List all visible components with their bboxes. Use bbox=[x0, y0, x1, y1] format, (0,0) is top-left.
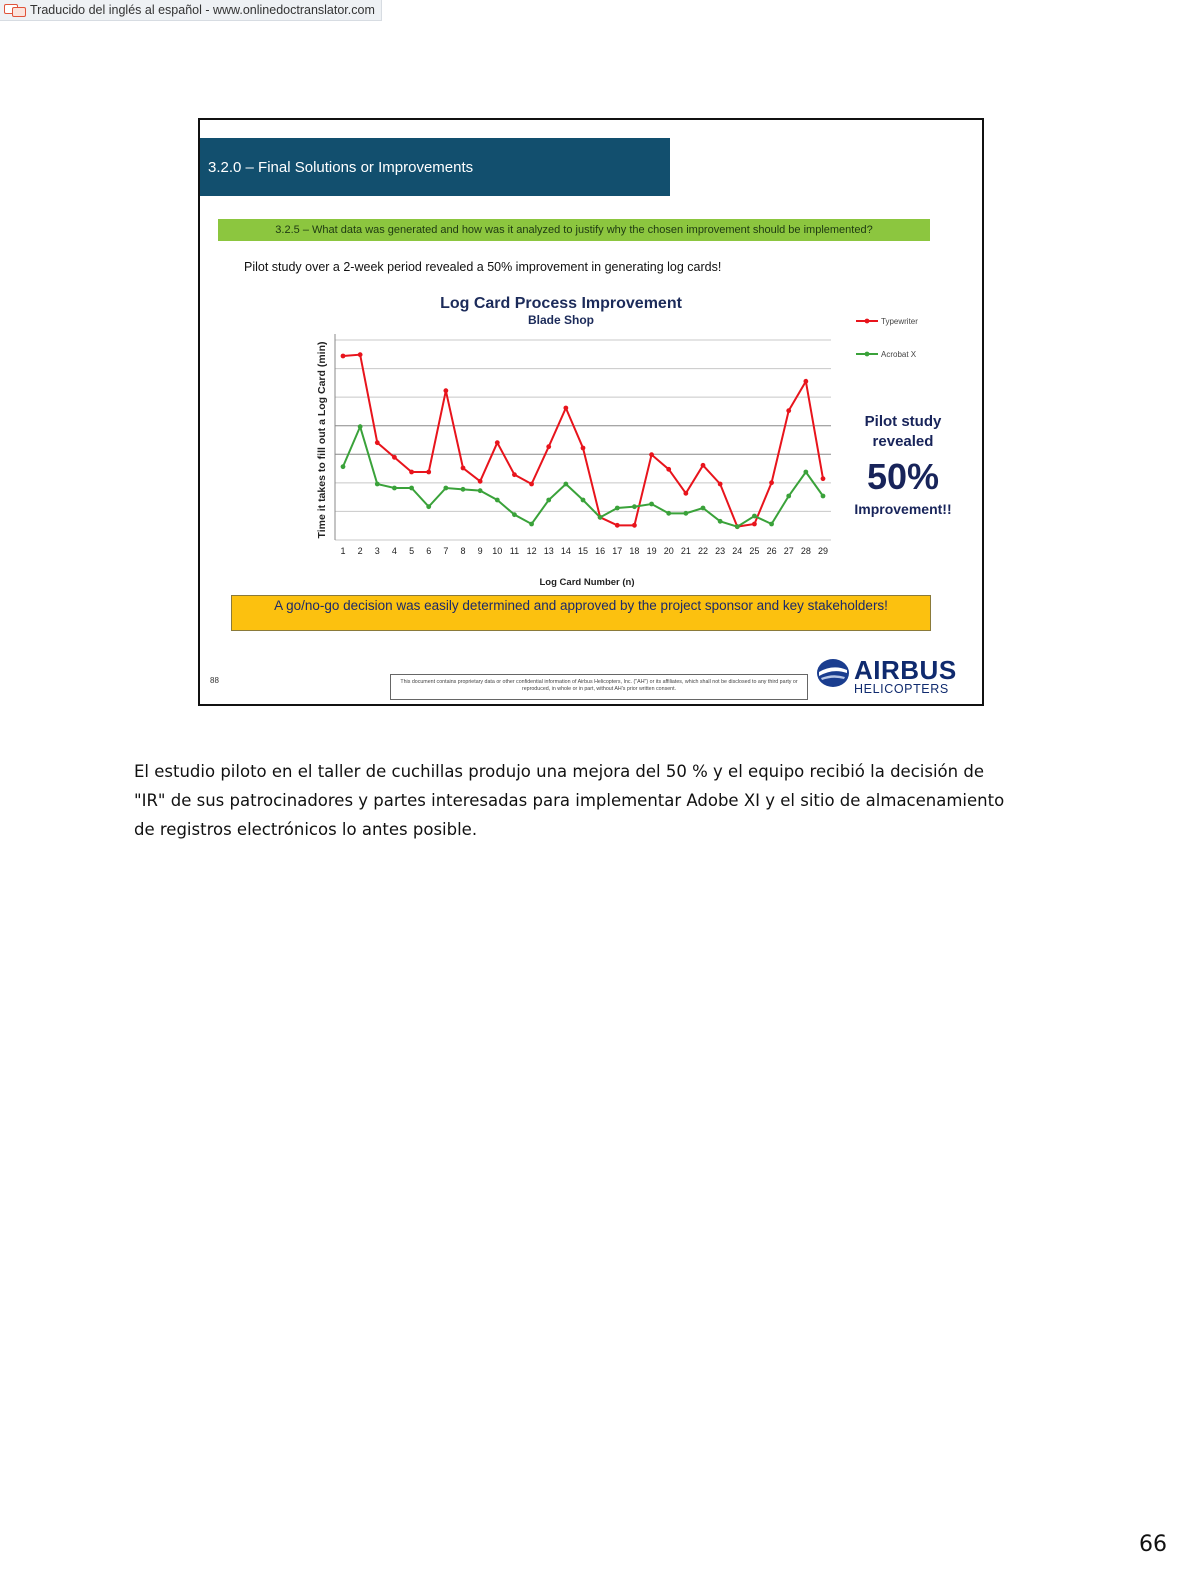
body-line-2: "IR" de sus patrocinadores y partes interesadas para implementar Adobe XI y el sitio de almacenamiento bbox=[134, 791, 1005, 810]
gridlines bbox=[335, 334, 831, 540]
x-tick-label: 26 bbox=[766, 546, 777, 556]
data-point bbox=[529, 522, 534, 527]
data-point bbox=[546, 444, 551, 449]
data-point bbox=[546, 498, 551, 503]
log-card-chart bbox=[200, 120, 982, 590]
data-point bbox=[341, 464, 346, 469]
data-point bbox=[375, 482, 380, 487]
translate-icon bbox=[4, 4, 26, 17]
x-tick-label: 1 bbox=[340, 546, 346, 556]
body-paragraph bbox=[134, 757, 1034, 844]
data-point bbox=[392, 486, 397, 491]
data-point bbox=[649, 452, 654, 457]
series-points bbox=[341, 352, 826, 529]
x-tick-label: 18 bbox=[629, 546, 640, 556]
data-point bbox=[529, 482, 534, 487]
data-point bbox=[392, 455, 397, 460]
x-tick-label: 9 bbox=[477, 546, 483, 556]
slide-number: 88 bbox=[210, 676, 219, 685]
legend-label: Typewriter bbox=[881, 317, 918, 326]
x-tick-label: 19 bbox=[646, 546, 657, 556]
legend-label: Acrobat X bbox=[881, 350, 917, 359]
data-point bbox=[735, 524, 740, 529]
x-tick-label: 22 bbox=[697, 546, 709, 556]
airbus-helicopters-logo bbox=[816, 656, 961, 696]
callout-line1: Pilot study bbox=[864, 413, 942, 430]
legend-marker bbox=[865, 352, 870, 357]
y-axis-label: Time it takes to fill out a Log Card (min) bbox=[316, 341, 328, 539]
data-point bbox=[563, 406, 568, 411]
legend-marker bbox=[865, 319, 870, 324]
x-tick-label: 17 bbox=[612, 546, 623, 556]
legend bbox=[856, 317, 918, 359]
data-point bbox=[512, 472, 517, 477]
chart-title: Log Card Process Improvement bbox=[440, 295, 682, 312]
translation-banner[interactable] bbox=[0, 0, 382, 21]
data-point bbox=[649, 502, 654, 507]
data-point bbox=[701, 463, 706, 468]
data-point bbox=[409, 486, 414, 491]
data-point bbox=[666, 467, 671, 472]
x-tick-label: 24 bbox=[732, 546, 743, 556]
x-tick-label: 15 bbox=[577, 546, 589, 556]
data-point bbox=[443, 486, 448, 491]
x-axis-label: Log Card Number (n) bbox=[539, 577, 635, 588]
x-tick-label: 29 bbox=[817, 546, 829, 556]
data-point bbox=[615, 506, 620, 511]
data-point bbox=[786, 494, 791, 499]
callout-line3: Improvement!! bbox=[854, 501, 952, 517]
logo-sub: HELICOPTERS bbox=[854, 682, 949, 696]
data-point bbox=[821, 494, 826, 499]
x-tick-label: 14 bbox=[560, 546, 571, 556]
data-point bbox=[478, 488, 483, 493]
slide-title: 3.2.0 – Final Solutions or Improvements bbox=[200, 138, 670, 196]
callout-percent: 50% bbox=[866, 456, 940, 497]
x-tick-label: 11 bbox=[509, 546, 520, 556]
x-tick-label: 6 bbox=[426, 546, 432, 556]
data-point bbox=[443, 388, 448, 393]
data-point bbox=[718, 519, 723, 524]
x-tick-label: 13 bbox=[543, 546, 554, 556]
pilot-study-text: Pilot study over a 2-week period revealed a 50% improvement in generating log cards! bbox=[244, 260, 722, 274]
x-tick-label: 7 bbox=[443, 546, 449, 556]
x-tick-label: 16 bbox=[595, 546, 606, 556]
decision-box: A go/no-go decision was easily determined and approved by the project sponsor and key stakeholders! bbox=[231, 595, 931, 631]
data-point bbox=[478, 479, 483, 484]
data-point bbox=[632, 504, 637, 509]
chart-subtitle: Blade Shop bbox=[527, 313, 595, 327]
x-tick-label: 8 bbox=[460, 546, 466, 556]
body-line-1: El estudio piloto en el taller de cuchillas produjo una mejora del 50 % y el equipo recibió la decisión de bbox=[134, 762, 984, 781]
data-point bbox=[375, 440, 380, 445]
data-point bbox=[803, 379, 808, 384]
data-point bbox=[786, 408, 791, 413]
data-point bbox=[683, 511, 688, 516]
data-point bbox=[803, 470, 808, 475]
x-tick-label: 21 bbox=[680, 546, 691, 556]
x-tick-label: 25 bbox=[749, 546, 760, 556]
data-point bbox=[632, 523, 637, 528]
x-tick-label: 3 bbox=[374, 546, 380, 556]
page-number: 66 bbox=[1139, 1532, 1167, 1557]
x-tick-label: 2 bbox=[357, 546, 363, 556]
data-point bbox=[752, 514, 757, 519]
callout-line2: revealed bbox=[872, 433, 934, 450]
airbus-logo-icon bbox=[816, 658, 850, 688]
data-point bbox=[701, 506, 706, 511]
data-point bbox=[666, 511, 671, 516]
data-point bbox=[718, 482, 723, 487]
data-point bbox=[495, 498, 500, 503]
data-point bbox=[495, 440, 500, 445]
data-point bbox=[752, 522, 757, 527]
data-point bbox=[461, 487, 466, 492]
x-tick-labels bbox=[340, 546, 828, 556]
data-point bbox=[769, 480, 774, 485]
x-tick-label: 4 bbox=[391, 546, 397, 556]
data-point bbox=[409, 470, 414, 475]
data-point bbox=[581, 446, 586, 451]
data-point bbox=[683, 491, 688, 496]
data-point bbox=[358, 352, 363, 357]
data-point bbox=[512, 512, 517, 517]
data-point bbox=[461, 466, 466, 471]
data-point bbox=[598, 515, 603, 520]
logo-brand: AIRBUS bbox=[854, 655, 957, 685]
x-tick-label: 28 bbox=[800, 546, 811, 556]
data-point bbox=[615, 523, 620, 528]
data-point bbox=[563, 482, 568, 487]
data-point bbox=[769, 522, 774, 527]
x-tick-label: 5 bbox=[409, 546, 415, 556]
x-tick-label: 10 bbox=[492, 546, 503, 556]
data-point bbox=[358, 424, 363, 429]
body-line-3: de registros electrónicos lo antes posible. bbox=[134, 820, 478, 839]
disclaimer-box: This document contains proprietary data or other confidential information of Airbus Helicopters, Inc. ("AH") or its affiliates, which shall not be disclosed to any third party or reproduced, in whole or in part, without AH's prior written consent. bbox=[390, 674, 808, 700]
improvement-callout bbox=[848, 412, 958, 518]
data-point bbox=[426, 470, 431, 475]
data-point bbox=[426, 504, 431, 509]
data-point bbox=[821, 476, 826, 481]
data-point bbox=[581, 498, 586, 503]
data-point bbox=[341, 354, 346, 359]
x-tick-label: 23 bbox=[715, 546, 726, 556]
banner-text: Traducido del inglés al español - www.onlinedoctranslator.com bbox=[30, 3, 375, 17]
x-tick-label: 20 bbox=[663, 546, 674, 556]
question-bar: 3.2.5 – What data was generated and how was it analyzed to justify why the chosen improvement should be implemented? bbox=[218, 219, 930, 241]
slide-image bbox=[198, 118, 984, 706]
x-tick-label: 12 bbox=[526, 546, 537, 556]
x-tick-label: 27 bbox=[783, 546, 794, 556]
